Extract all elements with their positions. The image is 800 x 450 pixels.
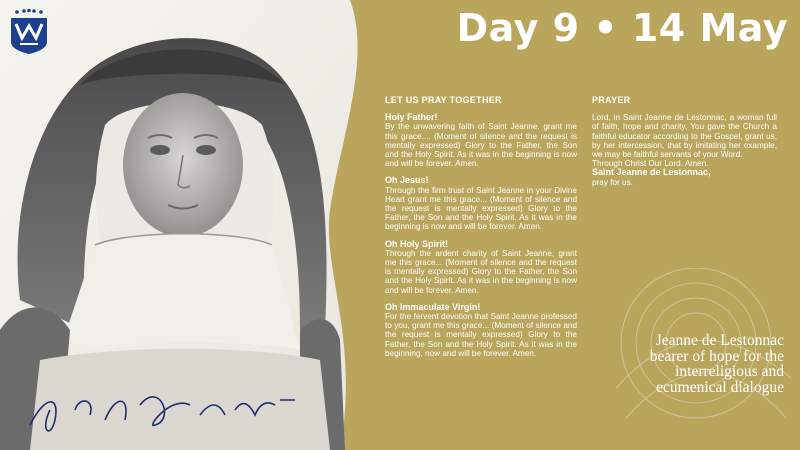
- prayer-closing: Through Christ Our Lord. Amen.: [592, 159, 709, 169]
- prayer-block: [385, 303, 577, 358]
- page-title: Day 9 • 14 May: [456, 6, 788, 50]
- right-prayer-column: [592, 96, 777, 187]
- prayer-text: For the fervent devotion that Saint Jeanne professed to you, grant me this grace... (Moment of silence and the request is mentally expressed) Glory to the Father, the Son and the Holy Spirit. As it was in the beginning, now and will be forever. Amen.: [385, 312, 577, 358]
- prayer-block: [385, 113, 577, 168]
- main-prayer-text: Lord, in Saint Jeanne de Lestonnac, a woman full of faith, hope and charity, You gave the Church a faithful educator according to the Gospel, grant us, by her intercession, that by imitating her example, we may be faithful servants of your Word.: [592, 113, 777, 160]
- portrait-panel: [0, 0, 375, 450]
- prayer-text: By the unwavering faith of Saint Jeanne, grant me this grace.... (Moment of silence and the request is mentally expressed) Glory to the Father, the Son and the Holy Spirit. As it was in the beginning is now and will be forever. Amen.: [385, 122, 577, 169]
- left-prayer-column: [385, 96, 577, 366]
- section-title-pray-together: LET US PRAY TOGETHER: [385, 95, 502, 105]
- prayer-heading: Oh Immaculate Virgin!: [385, 301, 481, 312]
- prayer-heading: Oh Holy Spirit!: [385, 238, 448, 249]
- prayer-block: [385, 176, 577, 231]
- portrait-image: [0, 0, 375, 450]
- prayer-text: Through the firm trust of Saint Jeanne in your Divine Heart grant me this grace... (Moment of silence and the request is mentally expressed) Glory to the Father, the Son and the Holy Spirit. As it was in the beginning is now and will be forever. Amen.: [385, 185, 577, 232]
- order-logo-icon: [8, 8, 50, 54]
- prayer-heading: Holy Father!: [385, 112, 438, 123]
- prayer-text: Through the ardent charity of Saint Jeanne, grant me this grace... (Moment of silence and the request is mentally expressed) Glory to the Father, the Son and the Holy Spirit. As it was in the beginning is now and will be forever. Amen.: [385, 248, 577, 295]
- invocation-text: pray for us.: [592, 177, 633, 187]
- section-title-prayer: PRAYER: [592, 95, 631, 105]
- dedication-text: Jeanne de Lestonnac bearer of hope for the interreligious and ecumenical dialogue: [649, 332, 784, 396]
- invocation-name: Saint Jeanne de Lestonnac,: [592, 167, 711, 178]
- prayer-heading: Oh Jesus!: [385, 175, 429, 186]
- prayer-block: [385, 240, 577, 295]
